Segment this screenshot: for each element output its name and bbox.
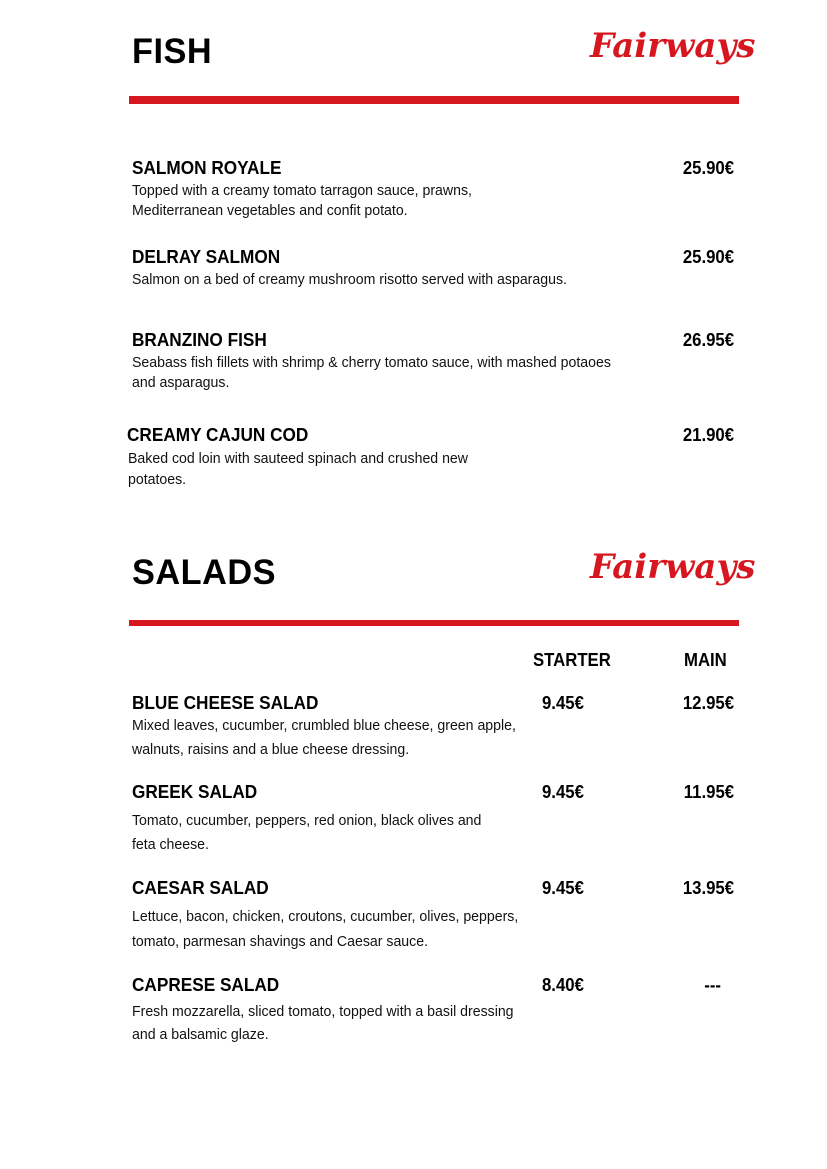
menu-item-name: CREAMY CAJUN COD [127,424,309,445]
fish-section-title: FISH [132,32,213,71]
menu-item-price: 21.90€ [682,425,734,445]
svg-text:Fairways: Fairways [590,26,756,66]
main-price: --- [704,975,721,995]
menu-item-price: 25.90€ [682,158,734,178]
description-line: potatoes. [128,471,187,488]
fairways-logo [588,24,756,76]
description-line: Seabass fish fillets with shrimp & cherry tomato sauce, with mashed potaoes [132,354,611,371]
starter-column-header: STARTER [533,650,611,670]
description-line: Mixed leaves, cucumber, crumbled blue cheese, green apple, [132,717,516,734]
menu-item-name: SALMON ROYALE [132,157,282,178]
menu-item-name: DELRAY SALMON [132,246,281,267]
salads-section-title: SALADS [132,553,276,592]
description-line: Mediterranean vegetables and confit potato. [132,202,408,219]
menu-item-description [128,448,468,490]
description-line: Fresh mozzarella, sliced tomato, topped with a basil dressing [132,1003,514,1020]
fish-divider [129,96,739,104]
menu-item-price: 26.95€ [682,330,734,350]
description-line: Lettuce, bacon, chicken, croutons, cucumber, olives, peppers, [132,908,519,925]
menu-item-description [132,809,481,857]
menu-item-name: BLUE CHEESE SALAD [132,692,319,713]
description-line: walnuts, raisins and a blue cheese dressing. [132,741,410,758]
description-line: tomato, parmesan shavings and Caesar sauce. [132,933,429,950]
starter-price: 9.45€ [542,878,584,898]
description-line: Salmon on a bed of creamy mushroom risotto served with asparagus. [132,271,567,288]
main-price: 13.95€ [682,878,734,898]
menu-item-description [132,1000,514,1046]
fairways-logo-wordmark [588,545,756,597]
main-price: 12.95€ [682,693,734,713]
menu-item-name: CAPRESE SALAD [132,974,280,995]
fairways-logo-wordmark [588,24,756,76]
starter-price: 9.45€ [542,782,584,802]
menu-item-description [132,270,567,290]
svg-text:Fairways: Fairways [590,547,756,587]
description-line: and asparagus. [132,374,230,391]
menu-item-description [132,714,516,762]
description-line: feta cheese. [132,836,209,853]
salads-divider [129,620,739,626]
main-column-header: MAIN [684,650,727,670]
main-price: 11.95€ [683,782,734,802]
description-line: Topped with a creamy tomato tarragon sauce, prawns, [132,182,472,199]
menu-item-description [132,904,518,954]
menu-item-price: 25.90€ [682,247,734,267]
description-line: Tomato, cucumber, peppers, red onion, black olives and [132,812,482,829]
description-line: Baked cod loin with sauteed spinach and crushed new [128,450,469,467]
fairways-logo [588,545,756,597]
menu-item-description [132,353,611,393]
menu-item-name: CAESAR SALAD [132,877,269,898]
starter-price: 9.45€ [542,693,584,713]
description-line: and a balsamic glaze. [132,1026,269,1043]
menu-item-name: GREEK SALAD [132,781,258,802]
starter-price: 8.40€ [542,975,584,995]
menu-item-description [132,181,472,221]
menu-item-name: BRANZINO FISH [132,329,267,350]
